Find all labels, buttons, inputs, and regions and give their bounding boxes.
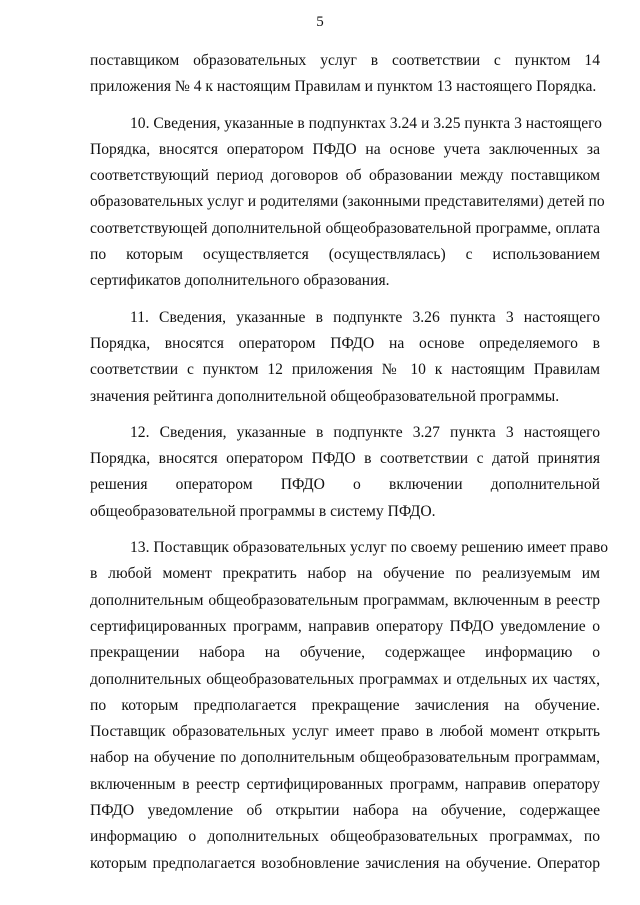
text-line: Поставщик образовательных услуг имеет право в любой момент открыть bbox=[90, 723, 600, 741]
text-line: приложения № 4 к настоящим Правилам и пунктом 13 настоящего Порядка. bbox=[90, 78, 597, 96]
text-line: образовательных услуг и родителями (законными представителями) детей по bbox=[90, 193, 605, 211]
text-line: соответствующей дополнительной общеобразовательной программе, оплата bbox=[90, 219, 600, 237]
text-line: 12. Сведения, указанные в подпункте 3.27 пункта 3 настоящего bbox=[130, 423, 600, 441]
text-line: по которым предполагается прекращение зачисления на обучение. bbox=[90, 696, 600, 714]
text-line: 10. Сведения, указанные в подпунктах 3.24 и 3.25 пункта 3 настоящего bbox=[130, 114, 602, 132]
text-line: 13. Поставщик образовательных услуг по своему решению имеет право bbox=[130, 539, 609, 557]
text-line: решения оператором ПФДО о включении дополнительной bbox=[90, 476, 600, 494]
text-line: соответствующий период договоров об образовании между поставщиком bbox=[90, 167, 600, 185]
text-line: Порядка, вносятся оператором ПФДО на основе учета заключенных за bbox=[90, 140, 600, 158]
paragraph-10 bbox=[90, 111, 605, 295]
text-line: ПФДО уведомление об открытии набора на обучение, содержащее bbox=[90, 802, 600, 820]
text-line: дополнительным общеобразовательным программам, включенным в реестр bbox=[90, 591, 600, 609]
paragraph-12 bbox=[90, 420, 600, 525]
page-number: 5 bbox=[316, 14, 324, 30]
text-line: поставщиком образовательных услуг в соответствии с пунктом 14 bbox=[90, 52, 600, 69]
text-line: по которым осуществляется (осуществлялась) с использованием bbox=[90, 246, 600, 264]
document-body bbox=[90, 48, 609, 887]
text-line: информацию о дополнительных общеобразовательных программах, по bbox=[90, 828, 600, 846]
text-line: набор на обучение по дополнительным общеобразовательным программам, bbox=[90, 749, 600, 767]
text-line: включенным в реестр сертифицированных программ, направив оператору bbox=[90, 775, 600, 793]
text-line: соответствии с пунктом 12 приложения № 10 к настоящим Правилам bbox=[90, 361, 600, 379]
paragraph-continuation bbox=[90, 48, 600, 101]
paragraph-11 bbox=[90, 305, 600, 410]
paragraph-13 bbox=[90, 535, 609, 877]
text-line: прекращении набора на обучение, содержащее информацию о bbox=[90, 644, 600, 662]
text-line: Порядка, вносятся оператором ПФДО на основе определяемого в bbox=[90, 334, 600, 352]
text-line: которым предполагается возобновление зачисления на обучение. Оператор bbox=[90, 854, 600, 872]
text-line: в любой момент прекратить набор на обучение по реализуемым им bbox=[90, 565, 600, 583]
text-line: значения рейтинга дополнительной общеобразовательной программы. bbox=[90, 387, 560, 405]
text-line: сертифицированных программ, направив оператору ПФДО уведомление о bbox=[90, 617, 600, 635]
text-line: общеобразовательной программы в систему ПФДО. bbox=[90, 502, 436, 520]
text-line: Порядка, вносятся оператором ПФДО в соответствии с датой принятия bbox=[90, 450, 600, 468]
text-line: сертификатов дополнительного образования. bbox=[90, 272, 390, 290]
text-line: дополнительных общеобразовательных программах и отдельных их частях, bbox=[90, 670, 600, 688]
text-line: 11. Сведения, указанные в подпункте 3.26 пункта 3 настоящего bbox=[130, 308, 600, 326]
